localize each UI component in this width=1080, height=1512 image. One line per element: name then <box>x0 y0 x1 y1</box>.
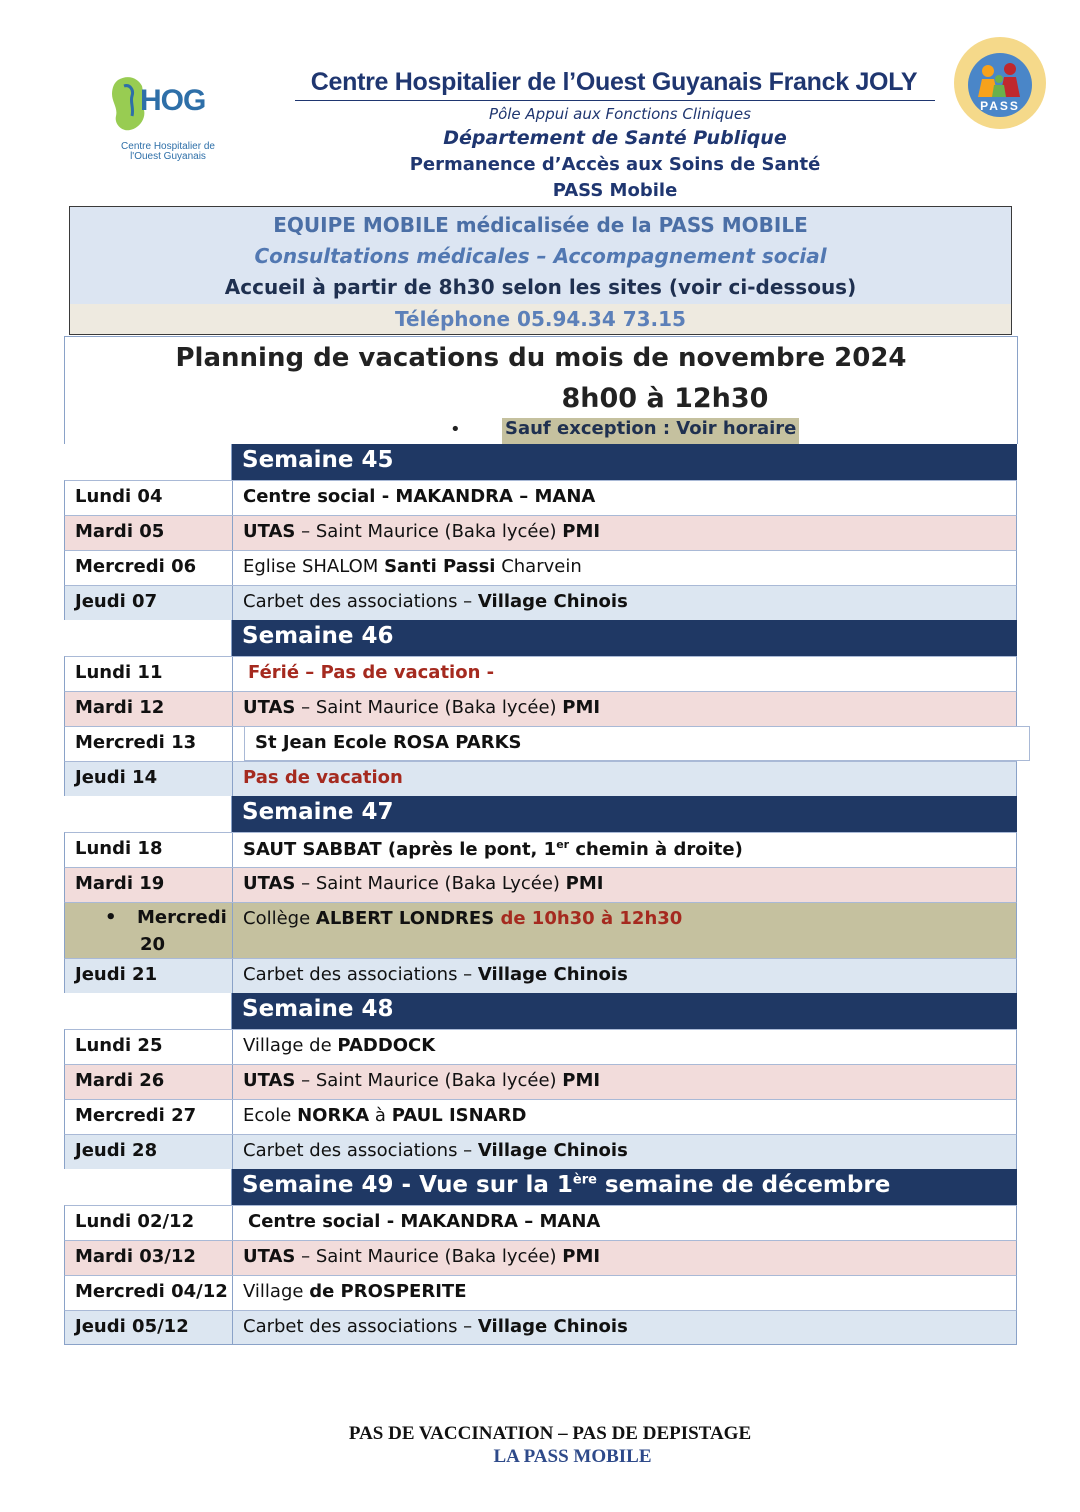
table-row <box>64 902 1017 958</box>
welcome-line: Accueil à partir de 8h30 selon les sites (voir ci-dessous) <box>224 275 857 299</box>
table-row <box>64 585 1017 620</box>
table-row <box>64 480 1017 515</box>
phone-number: Téléphone 05.94.34 73.15 <box>395 307 686 331</box>
location-cell: UTAS – Saint Maurice (Baka Lycée) PMI <box>243 873 604 894</box>
day-cell: Jeudi 14 <box>75 767 158 788</box>
table-row <box>64 1064 1017 1099</box>
table-row <box>64 656 1017 691</box>
day-cell: Mardi 26 <box>75 1070 165 1091</box>
pass-logo-text: PASS <box>980 99 1020 113</box>
planning-header <box>64 336 1018 444</box>
location-cell: Village de PADDOCK <box>243 1035 436 1056</box>
day-cell: Lundi 11 <box>75 662 163 683</box>
footer-notice: PAS DE VACCINATION – PAS DE DEPISTAGE <box>348 1423 752 1444</box>
pass-mobile-title: PASS Mobile <box>552 180 678 201</box>
location-cell: Carbet des associations – Village Chinois <box>243 964 628 985</box>
table-row <box>64 726 1017 761</box>
table-row <box>64 832 1017 867</box>
week-label: Semaine 48 <box>242 996 394 1022</box>
week-label: Semaine 47 <box>242 799 394 825</box>
day-cell: Lundi 25 <box>75 1035 163 1056</box>
week-label: Semaine 49 - Vue sur la 1ère semaine de décembre <box>242 1172 891 1198</box>
table-row <box>64 550 1017 585</box>
location-cell: UTAS – Saint Maurice (Baka lycée) PMI <box>243 1246 601 1267</box>
day-cell: Lundi 18 <box>75 838 163 859</box>
location-cell: St Jean Ecole ROSA PARKS <box>244 726 1030 761</box>
day-cell: Mercredi 13 <box>75 732 197 753</box>
location-cell: Carbet des associations – Village Chinois <box>243 591 628 612</box>
footer-signature: LA PASS MOBILE <box>493 1446 652 1467</box>
table-row <box>64 1134 1017 1169</box>
week-label: Semaine 45 <box>242 447 394 473</box>
table-row <box>64 1099 1017 1134</box>
header-divider <box>295 100 935 101</box>
day-cell: Mercredi 04/12 <box>75 1281 228 1302</box>
team-title: EQUIPE MOBILE médicalisée de la PASS MOBILE <box>273 213 808 237</box>
week-header <box>64 1169 1017 1205</box>
table-row <box>64 867 1017 902</box>
location-cell: Pas de vacation <box>243 767 403 788</box>
planning-hours: 8h00 à 12h30 <box>561 383 769 414</box>
pole-name: Pôle Appui aux Fonctions Cliniques <box>489 105 751 123</box>
services-line: Consultations médicales – Accompagnement social <box>254 244 827 268</box>
location-cell: Collège ALBERT LONDRES de 10h30 à 12h30 <box>243 908 683 929</box>
pass-logo <box>952 35 1048 131</box>
day-cell: Mercredi 06 <box>75 556 197 577</box>
location-cell: UTAS – Saint Maurice (Baka lycée) PMI <box>243 697 601 718</box>
pass-emblem-icon <box>952 35 1048 131</box>
week-header <box>64 796 1017 832</box>
table-row <box>64 1205 1017 1240</box>
location-cell: Carbet des associations – Village Chinois <box>243 1316 628 1337</box>
table-row <box>64 958 1017 993</box>
table-row <box>64 515 1017 550</box>
table-row <box>64 691 1017 726</box>
planning-title: Planning de vacations du mois de novembre 2024 <box>175 343 907 373</box>
day-cell: Mardi 03/12 <box>75 1246 196 1267</box>
day-cell: Jeudi 05/12 <box>75 1316 189 1337</box>
week-label: Semaine 46 <box>242 623 394 649</box>
day-cell: Lundi 02/12 <box>75 1211 195 1232</box>
location-cell: SAUT SABBAT (après le pont, 1er chemin à droite) <box>243 838 743 860</box>
day-cell: Mardi 19 <box>75 873 165 894</box>
location-cell: Férié – Pas de vacation - <box>248 662 495 683</box>
day-cell: Mardi 12 <box>75 697 165 718</box>
hospital-name: Centre Hospitalier de l’Ouest Guyanais Franck JOLY <box>310 68 918 96</box>
schedule-table <box>64 444 1017 1345</box>
hog-logo-subtitle: Centre Hospitalier de l'Ouest Guyanais <box>121 141 215 162</box>
table-row <box>64 1240 1017 1275</box>
table-row <box>64 1029 1017 1064</box>
table-row <box>64 1275 1017 1310</box>
info-box <box>69 206 1012 335</box>
location-cell: UTAS – Saint Maurice (Baka lycée) PMI <box>243 521 601 542</box>
day-cell: Jeudi 28 <box>75 1140 158 1161</box>
day-cell: Lundi 04 <box>75 486 163 507</box>
day-cell: Jeudi 21 <box>75 964 158 985</box>
location-cell: Eglise SHALOM Santi Passi Charvein <box>243 556 582 577</box>
hog-logo <box>104 72 224 168</box>
day-cell: • Mercredi 20 <box>105 907 227 955</box>
location-cell: Carbet des associations – Village Chinois <box>243 1140 628 1161</box>
location-cell: Centre social - MAKANDRA – MANA <box>243 486 596 507</box>
location-cell: Centre social - MAKANDRA – MANA <box>248 1211 601 1232</box>
week-header <box>64 444 1017 480</box>
day-cell: Mardi 05 <box>75 521 165 542</box>
location-cell: Ecole NORKA à PAUL ISNARD <box>243 1105 527 1126</box>
table-row <box>64 1310 1017 1345</box>
location-cell: Village de PROSPERITE <box>243 1281 467 1302</box>
bullet-icon: • <box>450 419 461 440</box>
exception-note: Sauf exception : Voir horaire <box>502 418 799 444</box>
week-header <box>64 620 1017 656</box>
department-name: Département de Santé Publique <box>443 127 787 149</box>
day-cell: Jeudi 07 <box>75 591 158 612</box>
hog-logo-text: HOG <box>140 84 206 117</box>
week-header <box>64 993 1017 1029</box>
table-row <box>64 761 1017 796</box>
day-cell: Mercredi 27 <box>75 1105 197 1126</box>
location-cell: UTAS – Saint Maurice (Baka lycée) PMI <box>243 1070 601 1091</box>
permanence-name: Permanence d’Accès aux Soins de Santé <box>409 154 821 175</box>
